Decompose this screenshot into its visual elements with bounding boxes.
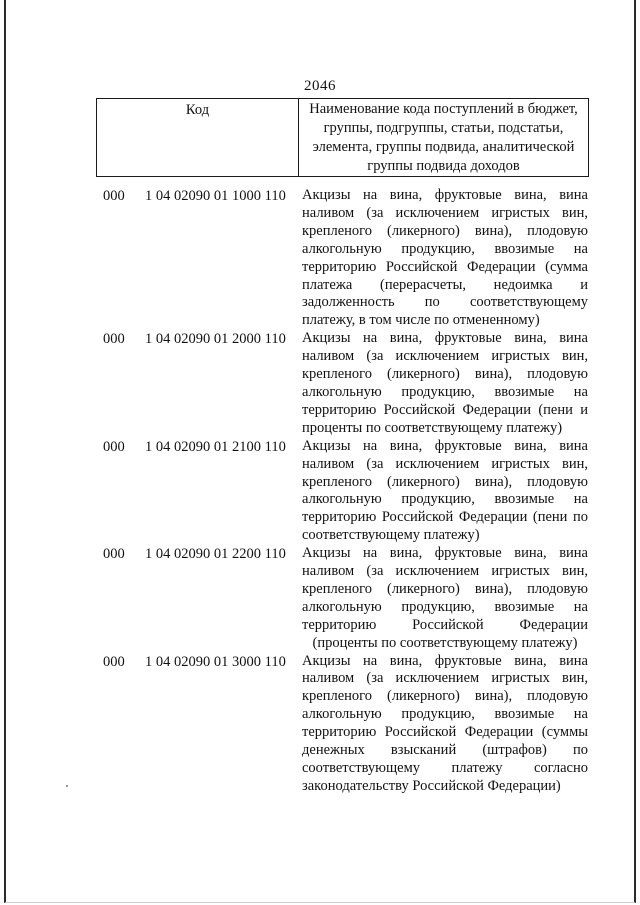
description-line: соответствующему платежу) bbox=[302, 527, 480, 544]
description-line: Акцизы на вина, фруктовые вина, вина bbox=[302, 652, 588, 669]
description-line: крепленого (ликерного) вина), плодовую bbox=[302, 366, 588, 383]
admin-code: 000 bbox=[103, 438, 125, 455]
description-line: территорию Российской Федерации (суммы bbox=[302, 724, 588, 741]
table-row bbox=[0, 330, 640, 437]
budget-code: 1 04 02090 01 3000 110 bbox=[145, 653, 286, 670]
description-line: крепленого (ликерного) вина), плодовую bbox=[302, 688, 588, 705]
description-line: алкогольную продукцию, ввозимые на bbox=[302, 383, 588, 400]
code-description bbox=[302, 545, 588, 652]
description-line: задолженность по соответствующему bbox=[302, 294, 588, 311]
description-line: проценты по соответствующему платежу) bbox=[302, 419, 563, 436]
description-line: платежу, в том числе по отмененному) bbox=[302, 312, 540, 329]
description-line: территорию Российской Федерации (пени и bbox=[302, 401, 588, 418]
description-line: территорию Российской Федерации (сумма bbox=[302, 258, 588, 275]
description-line: наливом (за исключением игристых вин, bbox=[302, 563, 588, 580]
code-description bbox=[302, 187, 588, 330]
page-number: 2046 bbox=[304, 78, 336, 94]
description-line: территорию Российской Федерации bbox=[302, 616, 588, 633]
budget-code: 1 04 02090 01 2100 110 bbox=[145, 438, 286, 455]
description-line: алкогольную продукцию, ввозимые на bbox=[302, 706, 588, 723]
header-name-line: элемента, группы подвида, аналитической bbox=[312, 139, 575, 155]
table-row bbox=[0, 545, 640, 652]
description-line: крепленого (ликерного) вина), плодовую bbox=[302, 580, 588, 597]
code-description bbox=[302, 330, 588, 437]
table-row bbox=[0, 438, 640, 545]
description-line: соответствующему платежу согласно bbox=[302, 760, 588, 776]
description-line: Акцизы на вина, фруктовые вина, вина bbox=[302, 330, 588, 347]
header-name-line: группы, подгруппы, статьи, подстатьи, bbox=[323, 120, 564, 136]
table-row bbox=[0, 653, 640, 796]
budget-code: 1 04 02090 01 2000 110 bbox=[145, 331, 286, 348]
description-line: наливом (за исключением игристых вин, bbox=[302, 204, 588, 221]
description-line: крепленого (ликерного) вина), плодовую bbox=[302, 222, 588, 239]
admin-code: 000 bbox=[103, 546, 125, 563]
code-table-body bbox=[0, 187, 640, 796]
description-line: алкогольную продукцию, ввозимые на bbox=[302, 491, 588, 508]
budget-code: 1 04 02090 01 1000 110 bbox=[145, 188, 286, 204]
code-description bbox=[302, 653, 588, 796]
description-line: законодательству Российской Федерации) bbox=[302, 777, 561, 794]
description-line: Акцизы на вина, фруктовые вина, вина bbox=[302, 187, 588, 203]
header-table bbox=[96, 98, 589, 177]
header-name-cell bbox=[299, 99, 588, 176]
description-line: алкогольную продукцию, ввозимые на bbox=[302, 240, 588, 257]
table-row bbox=[0, 187, 640, 330]
header-name-line: группы подвида доходов bbox=[367, 158, 520, 174]
description-line: алкогольную продукцию, ввозимые на bbox=[302, 598, 588, 615]
description-line: территорию Российской Федерации (пени по bbox=[302, 509, 588, 526]
admin-code: 000 bbox=[103, 653, 125, 670]
description-line: платежа (перерасчеты, недоимка и bbox=[302, 276, 588, 293]
description-line: наливом (за исключением игристых вин, bbox=[302, 348, 588, 365]
description-line: (проценты по соответствующему платежу) bbox=[312, 634, 578, 651]
budget-code: 1 04 02090 01 2200 110 bbox=[145, 546, 286, 563]
admin-code: 000 bbox=[103, 188, 125, 204]
admin-code: 000 bbox=[103, 331, 125, 348]
description-line: крепленого (ликерного) вина), плодовую bbox=[302, 473, 588, 490]
header-code-cell: Код bbox=[97, 99, 299, 176]
scan-speck bbox=[66, 785, 68, 787]
description-line: наливом (за исключением игристых вин, bbox=[302, 455, 588, 472]
header-name-line: Наименование кода поступлений в бюджет, bbox=[309, 101, 578, 117]
description-line: Акцизы на вина, фруктовые вина, вина bbox=[302, 437, 588, 454]
code-description bbox=[302, 438, 588, 545]
description-line: Акцизы на вина, фруктовые вина, вина bbox=[302, 545, 588, 562]
description-line: денежных взысканий (штрафов) по bbox=[302, 742, 588, 759]
description-line: наливом (за исключением игристых вин, bbox=[302, 670, 588, 687]
